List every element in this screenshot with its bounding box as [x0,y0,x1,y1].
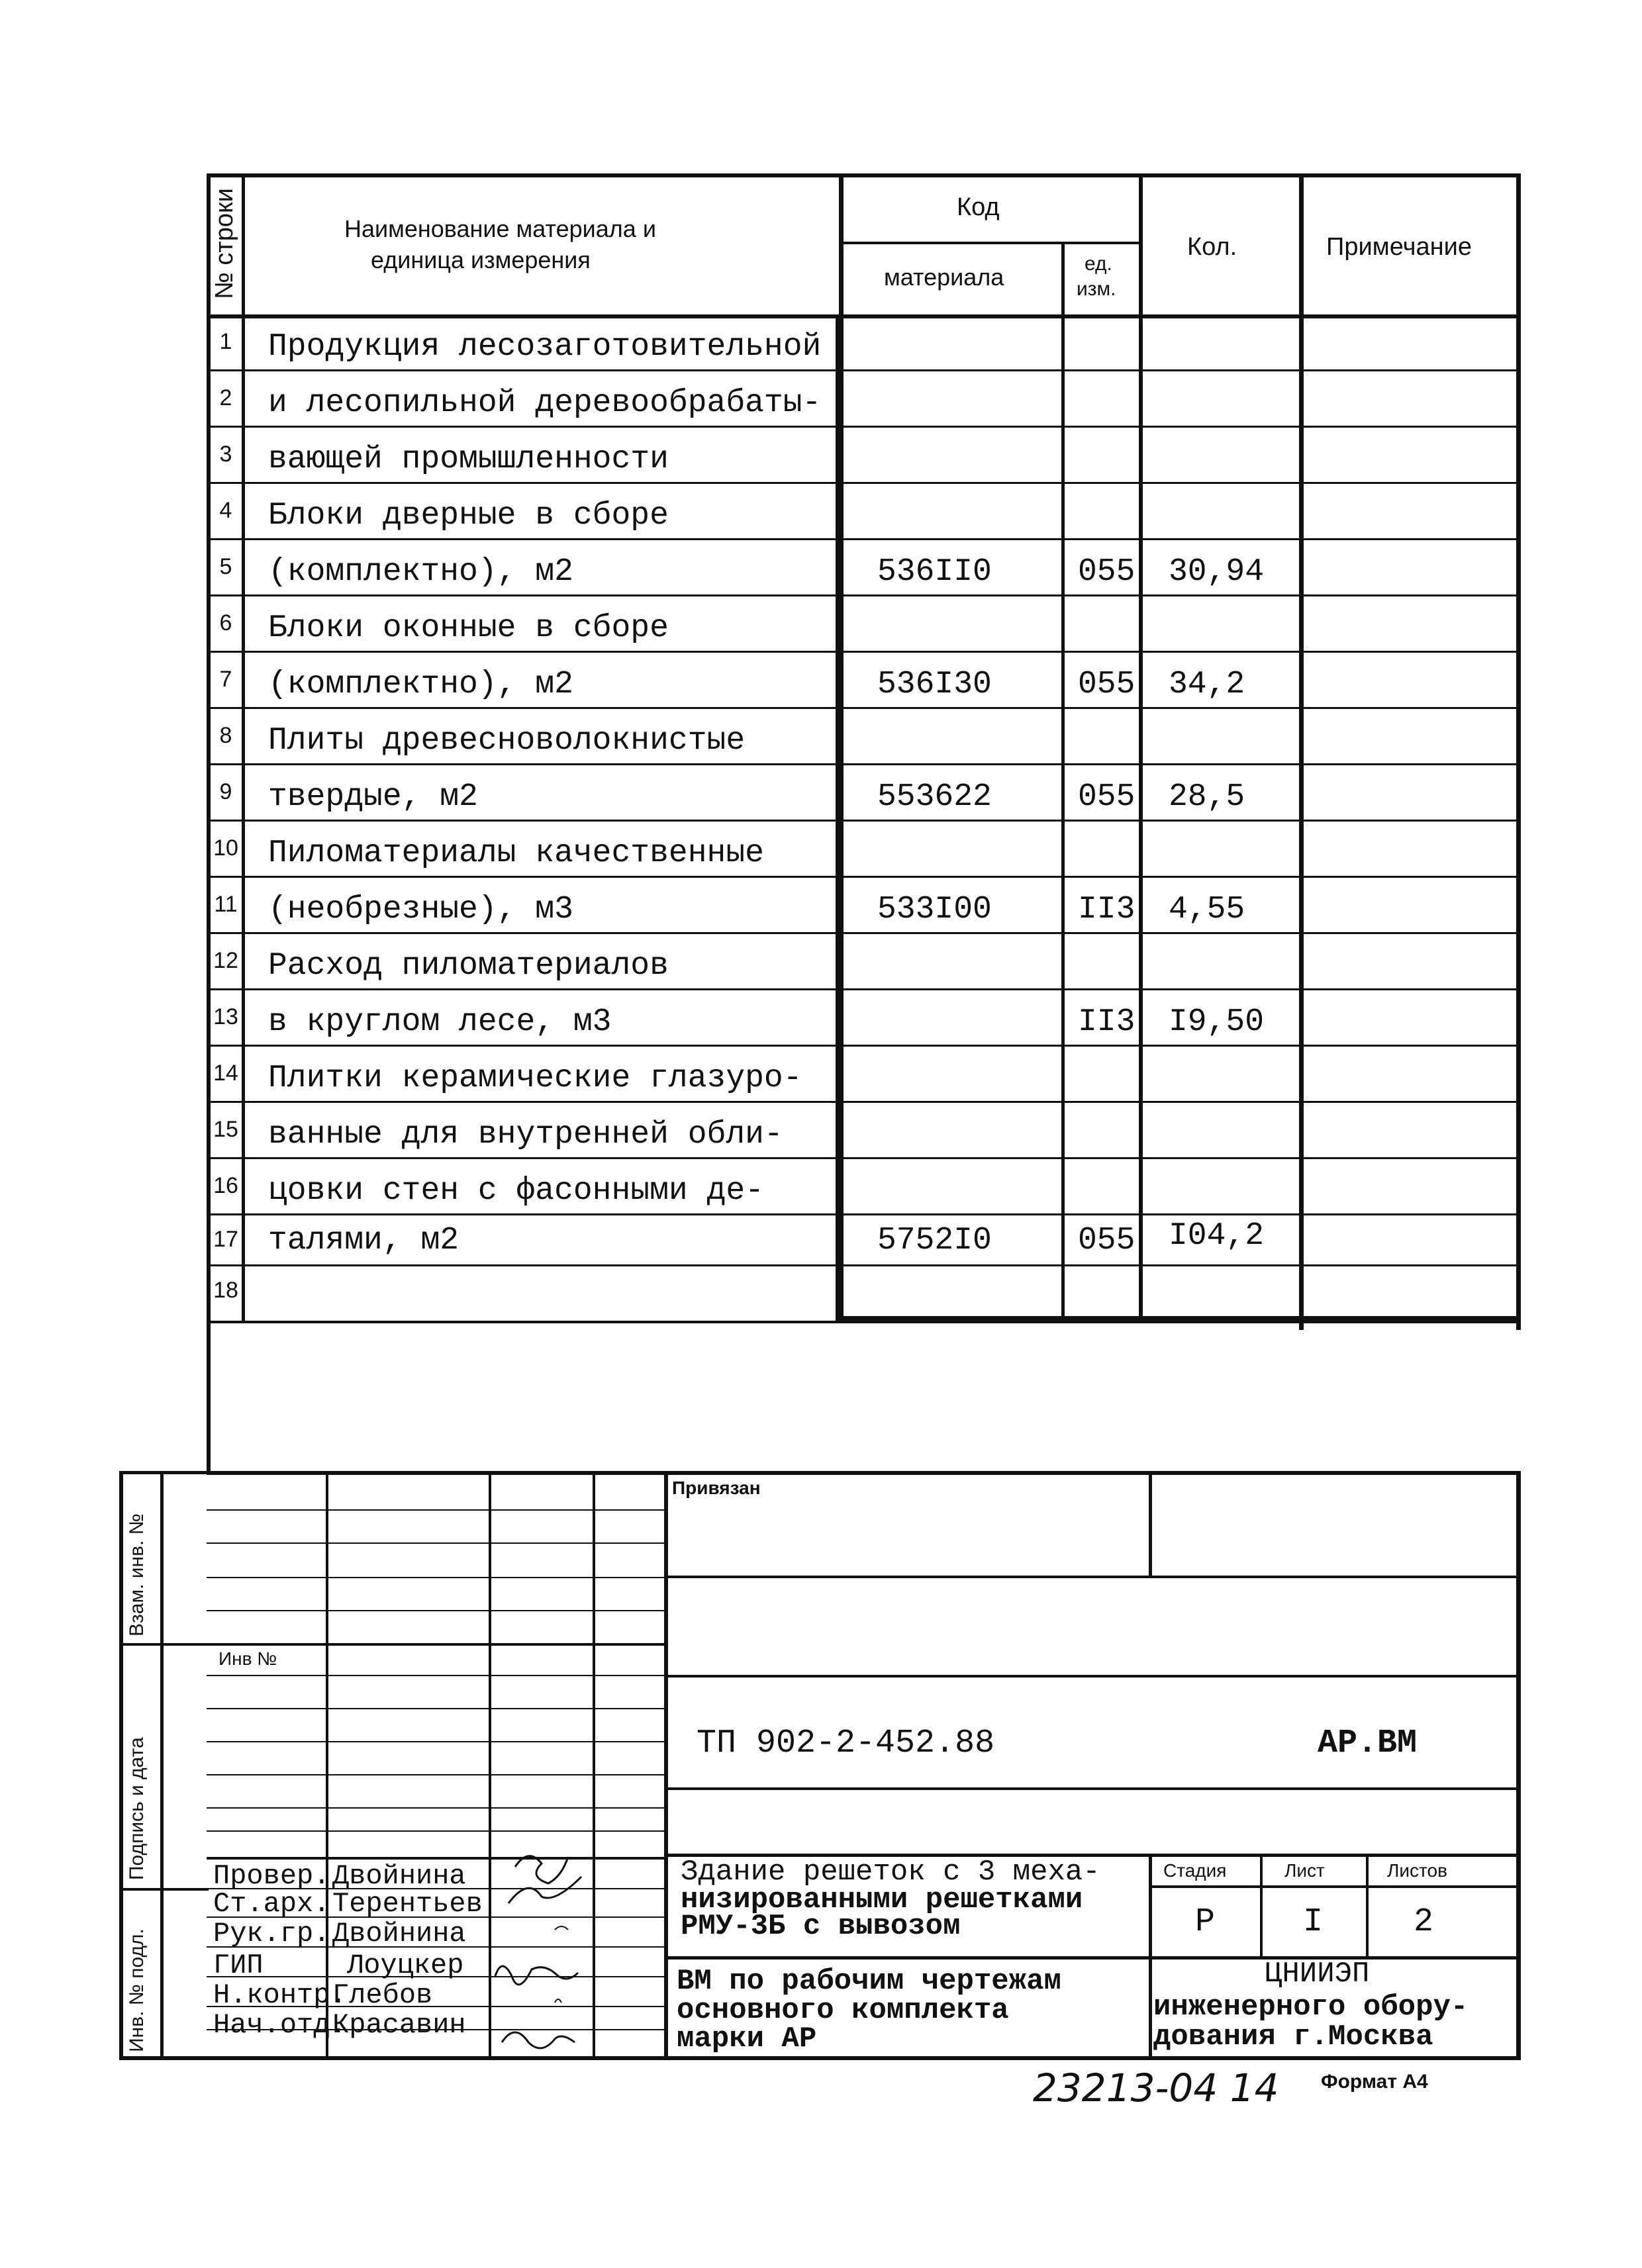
stage-label: Стадия [1163,1860,1227,1881]
role-label: Нач.отд. [213,2009,347,2041]
side-label-podpis: Подпись и дата [126,1737,148,1880]
unit-code: II3 [1078,892,1135,927]
material-name: Блоки оконные в сборе [268,610,669,646]
person-name: Глебов [332,1979,433,2011]
person-name: Двойнина [332,1860,466,1892]
row-number: 5 [219,554,232,579]
row-number: 11 [214,892,238,917]
row-number: 17 [213,1227,238,1252]
unit-code: 055 [1078,667,1135,702]
unit-code: II3 [1078,1004,1135,1040]
material-name: твердые, м2 [268,779,478,815]
row-number: 3 [219,442,232,467]
row-number: 1 [219,329,232,354]
building-title-line: низированными решетками [681,1883,1083,1916]
row-number: 2 [219,385,232,410]
person-name: Двойнина [332,1918,466,1950]
role-label: Н.контр. [213,1979,347,2011]
sheet-title-line: марки АР [677,2022,817,2055]
sheets-label: Листов [1387,1860,1447,1881]
stage-value: Р [1195,1903,1216,1941]
sheet-label: Лист [1284,1860,1325,1881]
row-number: 10 [213,835,238,861]
material-name: Расход пиломатериалов [268,948,669,984]
header-rownum: № строки [211,188,238,299]
row-number: 4 [219,498,232,523]
material-name: в круглом лесе, м3 [268,1004,612,1040]
material-name: Плиты древесноволокнистые [268,723,746,759]
document-number: ТП 902-2-452.88 [697,1725,995,1762]
role-label: Провер. [213,1860,330,1892]
role-label: Рук.гр. [213,1918,330,1950]
person-name: Красавин [332,2009,466,2041]
header-note: Примечание [1326,233,1472,261]
row-number: 12 [213,948,238,973]
quantity: 30,94 [1169,554,1265,590]
row-number: 14 [213,1061,238,1086]
material-name: Плитки керамические глазуро- [268,1061,802,1096]
material-name: (комплектно), м2 [268,667,573,702]
quantity: I04,2 [1169,1218,1265,1254]
header-qty: Кол. [1187,233,1237,261]
document-mark: АР.ВМ [1318,1725,1418,1762]
header-name-line2: единица измерения [371,246,591,273]
material-code: 536I30 [877,667,992,702]
row-number: 9 [219,779,232,804]
sheet-value: I [1303,1903,1324,1941]
row-number: 6 [219,610,232,636]
format-label: Формат А4 [1321,2071,1428,2093]
unit-code: 055 [1078,779,1135,815]
sheet-title-line: ВМ по рабочим чертежам [677,1965,1061,1998]
material-code: 533I00 [877,892,992,927]
row-number: 16 [213,1173,238,1198]
privyazan-label: Привязан [672,1478,761,1498]
material-name: Блоки дверные в сборе [268,498,669,534]
organization-line: ЦНИИЭП [1265,1958,1370,1991]
organization-line: дования г.Москва [1153,2020,1433,2054]
quantity: 34,2 [1169,667,1245,702]
building-title-line: Здание решеток с 3 меха- [681,1856,1100,1889]
unit-code: 055 [1078,1223,1135,1258]
handwritten-number: 23213-04 14 [1033,2065,1279,2110]
role-label: ГИП [213,1950,264,1981]
sheet-title-line: основного комплекта [677,1994,1009,2027]
person-name: Терентьев [332,1888,483,1920]
header-name-line1: Наименование материала и [344,215,656,242]
row-number: 18 [213,1278,238,1303]
row-number: 7 [219,667,232,692]
header-unit-line1: ед. [1085,253,1112,275]
unit-code: 055 [1078,554,1135,590]
quantity: 4,55 [1169,892,1245,927]
inv-no-label: Инв № [218,1648,277,1669]
material-name: Пиломатериалы качественные [268,835,764,871]
material-name: Продукция лесозаготовительной [268,329,822,365]
material-name: вающей промышленности [268,442,669,477]
role-label: Ст.арх. [213,1888,330,1920]
material-name: и лесопильной деревообрабаты- [268,385,822,421]
quantity: 28,5 [1169,779,1245,815]
building-title-line: РМУ-3Б с вывозом [681,1910,961,1943]
quantity: I9,50 [1169,1004,1265,1040]
material-name: талями, м2 [268,1223,459,1258]
material-name: ванные для внутренней обли- [268,1117,783,1153]
header-code: Код [957,193,1000,221]
material-name: (комплектно), м2 [268,554,573,590]
organization-line: инженерного обору- [1153,1991,1469,2024]
material-code: 553622 [877,779,992,815]
material-code: 536II0 [877,554,992,590]
signatures [489,1840,595,2059]
side-label-vzam: Взам. инв. № [126,1513,148,1636]
header-unit-line2: изм. [1077,278,1116,300]
row-number: 15 [213,1117,238,1142]
side-label-inv: Инв. № подл. [126,1928,148,2052]
material-name: цовки стен с фасонными де- [268,1173,764,1209]
sheets-value: 2 [1414,1903,1434,1941]
row-number: 8 [219,723,232,748]
header-material: материала [884,263,1004,291]
person-name: Лоуцкер [347,1950,464,1981]
material-name: (необрезные), м3 [268,892,573,927]
row-number: 13 [213,1004,238,1029]
material-code: 5752I0 [877,1223,992,1258]
